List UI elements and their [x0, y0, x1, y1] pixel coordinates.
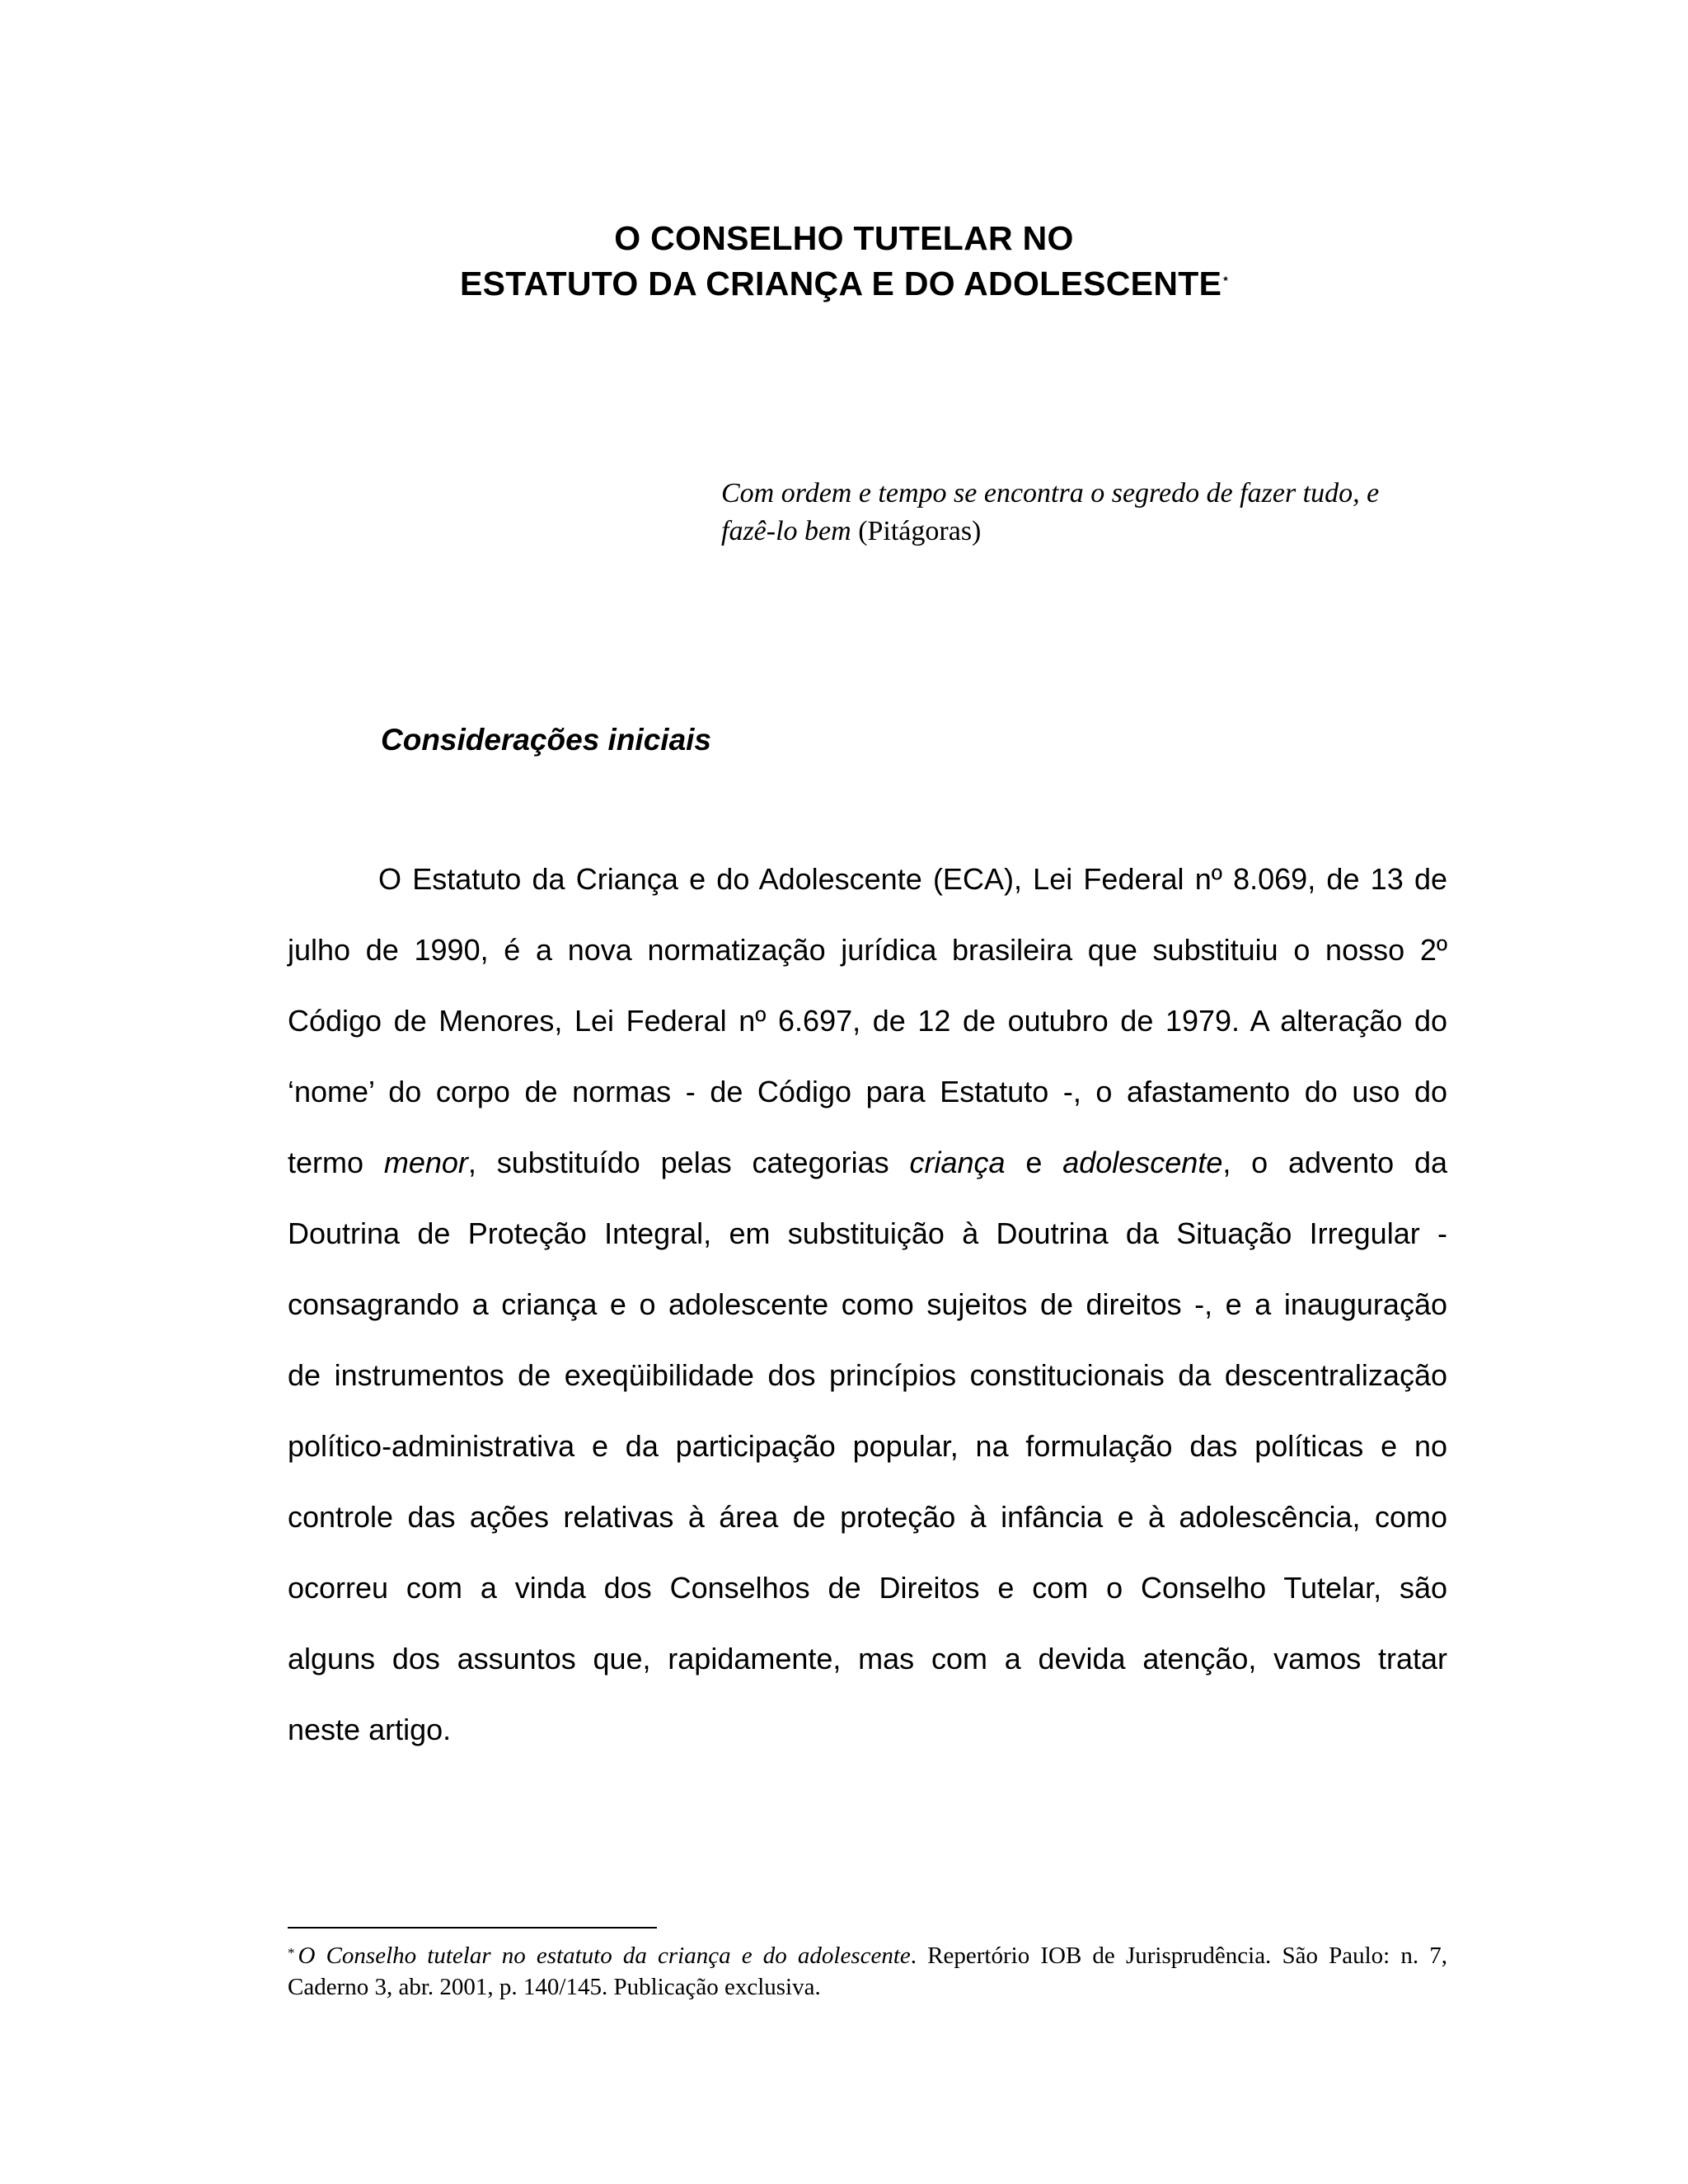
body-line [288, 1138, 1447, 1209]
term-menor: menor [383, 1146, 468, 1179]
footnote-line-2: Caderno 3, abr. 2001, p. 140/145. Publicação exclusiva. [288, 1974, 821, 2000]
title-line-2 [0, 261, 1688, 307]
epigraph [721, 475, 1447, 551]
body-line: ‘nome’ do corpo de normas - de Código para Estatuto -, o afastamento do uso do [288, 1075, 1447, 1108]
title-line-1: O CONSELHO TUTELAR NO [614, 219, 1074, 257]
body-line: Código de Menores, Lei Federal nº 6.697, de 12 de outubro de 1979. A alteração do [288, 1004, 1447, 1038]
body-line: Doutrina de Proteção Integral, em substituição à Doutrina da Situação Irregular - [288, 1216, 1447, 1250]
term-adolescente: adolescente [1062, 1146, 1223, 1179]
footnote-title: O Conselho tutelar no estatuto da criança e do adolescente [298, 1943, 911, 1969]
section-heading: Considerações iniciais [381, 723, 712, 757]
body-paragraph [288, 855, 1447, 1776]
footnote [288, 1940, 1447, 2003]
epigraph-quote-line-2: fazê-lo bem [721, 516, 851, 546]
body-text-segment: termo [288, 1146, 384, 1179]
body-line: consagrando a criança e o adolescente como sujeitos de direitos -, e a inauguração [288, 1287, 1447, 1321]
document-title [0, 216, 1688, 307]
body-text-segment: , substituído pelas categorias [467, 1146, 910, 1179]
term-crianca: criança [909, 1146, 1006, 1179]
body-line: O Estatuto da Criança e do Adolescente (ECA), Lei Federal nº 8.069, de 13 de [378, 862, 1447, 896]
epigraph-author: (Pitágoras) [858, 516, 982, 546]
body-line: de instrumentos de exeqüibilidade dos princípios constitucionais da descentralização [288, 1358, 1447, 1392]
footnote-marker: * [288, 1945, 295, 1961]
body-text-segment: , o advento da [1222, 1146, 1447, 1179]
body-line: neste artigo. [288, 1713, 452, 1746]
body-line: alguns dos assuntos que, rapidamente, mas com a devida atenção, vamos tratar [288, 1642, 1447, 1675]
body-line: político-administrativa e da participação popular, na formulação das políticas e no [288, 1429, 1447, 1463]
footnote-separator [288, 1927, 657, 1929]
footnote-citation: . Repertório IOB de Jurisprudência. São Paulo: n. 7, [910, 1943, 1447, 1969]
title-footnote-marker: * [1223, 274, 1228, 287]
title-line-2-text: ESTATUTO DA CRIANÇA E DO ADOLESCENTE [460, 265, 1222, 302]
footnote-line-1 [288, 1940, 1447, 1971]
body-line: julho de 1990, é a nova normatização jurídica brasileira que substituiu o nosso 2º [288, 933, 1447, 967]
body-text-segment: e [1005, 1146, 1063, 1179]
body-line: ocorreu com a vinda dos Conselhos de Direitos e com o Conselho Tutelar, são [288, 1571, 1447, 1605]
epigraph-quote-line-1: Com ordem e tempo se encontra o segredo de fazer tudo, e [721, 478, 1380, 509]
body-line: controle das ações relativas à área de proteção à infância e à adolescência, como [288, 1500, 1447, 1534]
